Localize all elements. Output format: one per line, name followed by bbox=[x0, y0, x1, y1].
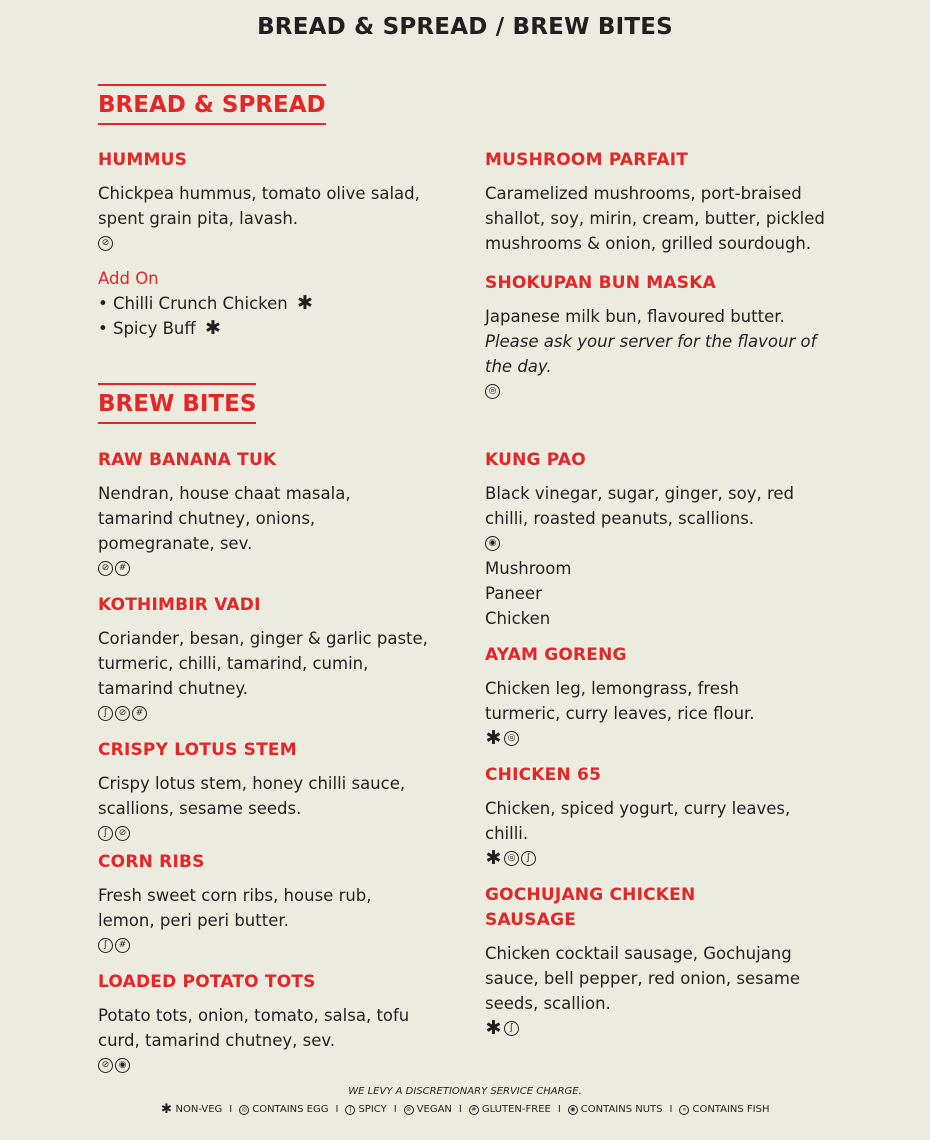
legend-item-vegan: ⊘ VEGAN bbox=[404, 1104, 452, 1115]
menu-item bbox=[485, 883, 815, 1041]
item-description: Fresh sweet corn ribs, house rub, lemon, peri peri butter. bbox=[98, 886, 372, 930]
item-name: CRISPY LOTUS STEM bbox=[98, 740, 297, 760]
menu-item-hummus bbox=[98, 148, 428, 341]
menu-item bbox=[98, 970, 428, 1078]
egg-icon: ◎ bbox=[239, 1105, 249, 1115]
non-veg-icon: ✱ bbox=[485, 847, 502, 869]
legend-item-non-veg: ✱ NON-VEG bbox=[161, 1102, 223, 1117]
dietary-icons bbox=[485, 379, 835, 404]
menu-item-shokupan-bun-maska bbox=[485, 271, 835, 404]
item-name: GOCHUJANG CHICKEN SAUSAGE bbox=[485, 885, 696, 930]
non-veg-icon: ✱ bbox=[205, 317, 221, 339]
item-description: Crispy lotus stem, honey chilli sauce, scallions, sesame seeds. bbox=[98, 774, 406, 818]
gluten-free-icon: # bbox=[469, 1105, 479, 1115]
fish-icon: ∝ bbox=[679, 1105, 689, 1115]
variant-option: Paneer bbox=[485, 584, 542, 603]
spicy-icon: ʃ bbox=[98, 826, 113, 841]
dietary-icons bbox=[485, 846, 815, 871]
dietary-icons bbox=[485, 726, 815, 751]
add-on-item: • Spicy Buff ✱ bbox=[98, 317, 221, 339]
vegan-icon: ⊘ bbox=[98, 561, 113, 576]
item-description: Chicken cocktail sausage, Gochujang sauce, bell pepper, red onion, sesame seeds, scallion. bbox=[485, 944, 801, 1013]
spicy-icon: ʃ bbox=[521, 851, 536, 866]
item-description: Nendran, house chaat masala, tamarind chutney, onions, pomegranate, sev. bbox=[98, 484, 351, 553]
item-name: CHICKEN 65 bbox=[485, 765, 602, 785]
vegan-icon: ⊘ bbox=[115, 826, 130, 841]
menu-item bbox=[98, 593, 428, 726]
add-on-label: Add On bbox=[98, 269, 159, 288]
item-description: Japanese milk bun, flavoured butter. bbox=[485, 307, 785, 326]
vegan-icon: ⊘ bbox=[98, 1058, 113, 1073]
non-veg-icon: ✱ bbox=[485, 727, 502, 749]
vegan-icon: ⊘ bbox=[98, 236, 113, 251]
menu-item bbox=[98, 738, 428, 846]
gluten-free-icon: # bbox=[115, 561, 130, 576]
vegan-icon: ⊘ bbox=[115, 706, 130, 721]
item-name: MUSHROOM PARFAIT bbox=[485, 150, 689, 170]
legend-separator: I bbox=[458, 1104, 462, 1115]
legend-separator: I bbox=[229, 1104, 233, 1115]
legend-item-nuts: ◉ CONTAINS NUTS bbox=[568, 1104, 663, 1115]
menu-item-mushroom-parfait bbox=[485, 148, 825, 256]
dietary-icons bbox=[98, 821, 428, 846]
brew-bites-left-column bbox=[98, 448, 428, 1078]
item-name: RAW BANANA TUK bbox=[98, 450, 277, 470]
spicy-icon: ʃ bbox=[504, 1021, 519, 1036]
non-veg-icon: ✱ bbox=[297, 292, 313, 314]
gluten-free-icon: # bbox=[115, 938, 130, 953]
item-name: LOADED POTATO TOTS bbox=[98, 972, 316, 992]
add-on-item: • Chilli Crunch Chicken ✱ bbox=[98, 292, 313, 314]
nuts-icon: ◉ bbox=[485, 536, 500, 551]
item-description: Chicken, spiced yogurt, curry leaves, chilli. bbox=[485, 799, 791, 843]
section-heading-bread-spread: BREAD & SPREAD bbox=[98, 84, 326, 125]
item-description: Chickpea hummus, tomato olive salad, spent grain pita, lavash. bbox=[98, 184, 420, 228]
dietary-icons bbox=[98, 556, 428, 581]
dietary-icons bbox=[98, 231, 428, 256]
legend-separator: I bbox=[393, 1104, 397, 1115]
section-heading-brew-bites: BREW BITES bbox=[98, 383, 256, 424]
item-description: Coriander, besan, ginger & garlic paste, turmeric, chilli, tamarind, cumin, tamarind chutney. bbox=[98, 629, 428, 698]
legend-separator: I bbox=[557, 1104, 561, 1115]
legend-separator: I bbox=[669, 1104, 673, 1115]
item-description: Caramelized mushrooms, port-braised shallot, soy, mirin, cream, butter, pickled mushrooms & onion, grilled sourdough. bbox=[485, 184, 825, 253]
menu-item-kung-pao bbox=[485, 448, 815, 631]
non-veg-icon: ✱ bbox=[161, 1102, 172, 1117]
menu-item bbox=[485, 643, 815, 751]
item-note: Please ask your server for the flavour of the day. bbox=[485, 332, 817, 376]
legend-item-egg: ◎ CONTAINS EGG bbox=[239, 1104, 328, 1115]
page-title: BREAD & SPREAD / BREW BITES bbox=[257, 14, 673, 40]
item-description: Chicken leg, lemongrass, fresh turmeric, curry leaves, rice flour. bbox=[485, 679, 755, 723]
egg-icon: ◎ bbox=[504, 731, 519, 746]
spicy-icon: ʃ bbox=[98, 706, 113, 721]
dietary-icons bbox=[98, 933, 428, 958]
brew-bites-right-column bbox=[485, 448, 815, 1041]
dietary-icons bbox=[98, 701, 428, 726]
item-name: CORN RIBS bbox=[98, 852, 205, 872]
spicy-icon: ʃ bbox=[98, 938, 113, 953]
egg-icon: ◎ bbox=[485, 384, 500, 399]
nuts-icon: ◉ bbox=[115, 1058, 130, 1073]
item-description: Potato tots, onion, tomato, salsa, tofu curd, tamarind chutney, sev. bbox=[98, 1006, 410, 1050]
variant-option: Chicken bbox=[485, 609, 551, 628]
item-name: SHOKUPAN BUN MASKA bbox=[485, 273, 716, 293]
non-veg-icon: ✱ bbox=[485, 1017, 502, 1039]
dietary-legend bbox=[0, 1104, 930, 1115]
dietary-icons bbox=[98, 1053, 428, 1078]
vegan-icon: ⊘ bbox=[404, 1105, 414, 1115]
gluten-free-icon: # bbox=[132, 706, 147, 721]
legend-item-spicy: ʃ SPICY bbox=[345, 1104, 386, 1115]
item-description: Black vinegar, sugar, ginger, soy, red chilli, roasted peanuts, scallions. bbox=[485, 484, 795, 528]
item-name: KOTHIMBIR VADI bbox=[98, 595, 261, 615]
egg-icon: ◎ bbox=[504, 851, 519, 866]
item-name: HUMMUS bbox=[98, 150, 188, 170]
menu-item bbox=[98, 448, 428, 581]
legend-item-gluten-free: # GLUTEN-FREE bbox=[469, 1104, 551, 1115]
variant-option: Mushroom bbox=[485, 559, 572, 578]
menu-item bbox=[485, 763, 815, 871]
item-name: AYAM GORENG bbox=[485, 645, 627, 665]
menu-item bbox=[98, 850, 428, 958]
dietary-icons bbox=[485, 1016, 815, 1041]
nuts-icon: ◉ bbox=[568, 1105, 578, 1115]
item-name: KUNG PAO bbox=[485, 450, 586, 470]
legend-separator: I bbox=[335, 1104, 339, 1115]
dietary-icons bbox=[485, 531, 815, 556]
service-charge-note: WE LEVY A DISCRETIONARY SERVICE CHARGE. bbox=[348, 1086, 582, 1097]
legend-item-fish: ∝ CONTAINS FISH bbox=[679, 1104, 769, 1115]
spicy-icon: ʃ bbox=[345, 1105, 355, 1115]
